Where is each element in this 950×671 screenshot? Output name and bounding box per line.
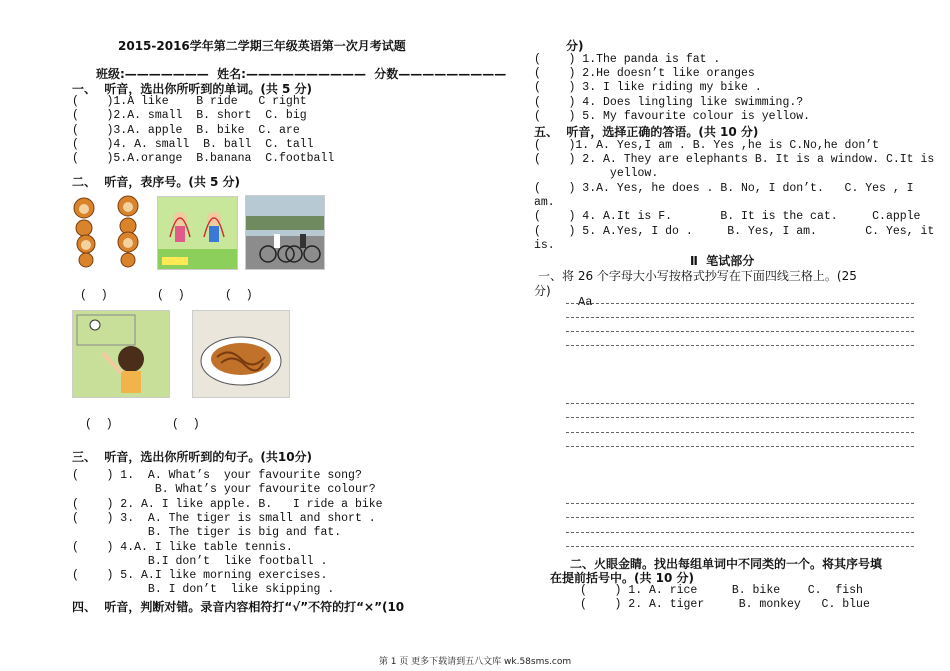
- section3-line-5: B. The tiger is big and fat.: [72, 526, 342, 539]
- section3-line-8: ( ) 5. A.I like morning exercises.: [72, 569, 328, 582]
- answer-paren-4[interactable]: ( ): [85, 418, 113, 431]
- section3-line-7: B.I don’t like football .: [72, 555, 328, 568]
- section3-line-9: B. I don’t like skipping .: [72, 583, 335, 596]
- noodles-picture: [192, 310, 290, 398]
- section1-item-2: ( )2.A. small B. short C. big: [72, 109, 307, 122]
- answer-paren-5[interactable]: ( ): [172, 418, 200, 431]
- writing-line: [566, 403, 914, 404]
- answer-paren-2[interactable]: ( ): [157, 289, 185, 302]
- section3-line-3: ( ) 2. A. I like apple. B. I ride a bike: [72, 498, 383, 511]
- part2-question2: 二、火眼金睛。找出每组单词中不同类的一个。将其序号填: [570, 557, 883, 571]
- section4-item-4: ( ) 4. Does lingling like swimming.?: [534, 96, 804, 109]
- football-boy-picture: [72, 310, 170, 398]
- section4-item-2: ( ) 2.He doesn’t like oranges: [534, 67, 755, 80]
- writing-line: [566, 303, 914, 304]
- writing-line: [566, 432, 914, 433]
- page-footer: 第 1 页 更多下载请到五八文库 wk.58sms.com: [378, 657, 572, 667]
- section3-line-1: ( ) 1. A. What’s your favourite song?: [72, 469, 362, 482]
- section1-item-5: ( )5.A.orange B.banana C.football: [72, 152, 335, 165]
- exam-title: 2015-2016学年第二学期三年级英语第一次月考试题: [118, 39, 406, 53]
- section5-line-5: am.: [534, 196, 555, 209]
- skipping-kids-picture: [157, 196, 238, 270]
- answer-paren-3[interactable]: ( ): [225, 289, 253, 302]
- monkeys-picture: [70, 194, 150, 270]
- writing-line: [566, 517, 914, 518]
- section2-heading: 二、 听音，表序号。(共 5 分): [72, 175, 241, 189]
- section4-item-1: ( ) 1.The panda is fat .: [534, 53, 721, 66]
- section1-item-3: ( )3.A. apple B. bike C. are: [72, 124, 300, 137]
- part2-question2-item-2: ( ) 2. A. tiger B. monkey C. blue: [580, 598, 870, 611]
- writing-line: [566, 317, 914, 318]
- section3-line-6: ( ) 4.A. I like table tennis.: [72, 541, 293, 554]
- section5-heading: 五、 听音，选择正确的答语。(共 10 分): [534, 125, 759, 139]
- section5-line-8: is.: [534, 239, 555, 252]
- writing-line: [566, 345, 914, 346]
- part2-heading: Ⅱ 笔试部分: [690, 254, 755, 268]
- student-info-line: 班级:——————— 姓名:—————————— 分数—————————: [96, 67, 507, 81]
- section3-line-4: ( ) 3. A. The tiger is small and short .: [72, 512, 376, 525]
- writing-line: [566, 546, 914, 547]
- part2-question1-continued: 分): [534, 284, 551, 298]
- writing-line: [566, 446, 914, 447]
- answer-paren-1[interactable]: ( ): [80, 289, 108, 302]
- section4-heading: 四、 听音，判断对错。录音内容相符打“√”不符的打“×”(10: [72, 600, 405, 614]
- cyclists-picture: [245, 195, 325, 270]
- section5-line-1: ( )1. A. Yes,I am . B. Yes ,he is C.No,he don’t: [534, 139, 880, 152]
- section4-item-5: ( ) 5. My favourite colour is yellow.: [534, 110, 811, 123]
- section3-line-2: B. What’s your favourite colour?: [72, 483, 376, 496]
- section1-heading: 一、 听音，选出你所听到的单词。(共 5 分): [72, 82, 313, 96]
- writing-line: [566, 532, 914, 533]
- section5-line-3: yellow.: [534, 167, 659, 180]
- part2-question2-continued: 在提前括号中。(共 10 分): [550, 571, 695, 585]
- section5-line-4: ( ) 3.A. Yes, he does . B. No, I don’t. C. Yes , I: [534, 182, 914, 195]
- section5-line-6: ( ) 4. A.It is F. B. It is the cat. C.apple: [534, 210, 921, 223]
- section4-item-3: ( ) 3. I like riding my bike .: [534, 81, 762, 94]
- section5-line-2: ( ) 2. A. They are elephants B. It is a window. C.It is: [534, 153, 935, 166]
- sample-letter-aa: Aa: [578, 295, 593, 309]
- part2-question1: 一、将 26 个字母大小写按格式抄写在下面四线三格上。(25: [538, 269, 857, 283]
- part2-question2-item-1: ( ) 1. A. rice B. bike C. fish: [580, 584, 863, 597]
- section1-item-1: ( )1.A like B ride C right: [72, 95, 307, 108]
- section5-line-7: ( ) 5. A.Yes, I do . B. Yes, I am. C. Yes, it: [534, 225, 935, 238]
- writing-line: [566, 503, 914, 504]
- writing-line: [566, 331, 914, 332]
- writing-line: [566, 417, 914, 418]
- section3-heading: 三、 听音，选出你所听到的句子。(共10分): [72, 450, 313, 464]
- section4-heading-continued: 分): [566, 39, 584, 53]
- section1-item-4: ( )4. A. small B. ball C. tall: [72, 138, 314, 151]
